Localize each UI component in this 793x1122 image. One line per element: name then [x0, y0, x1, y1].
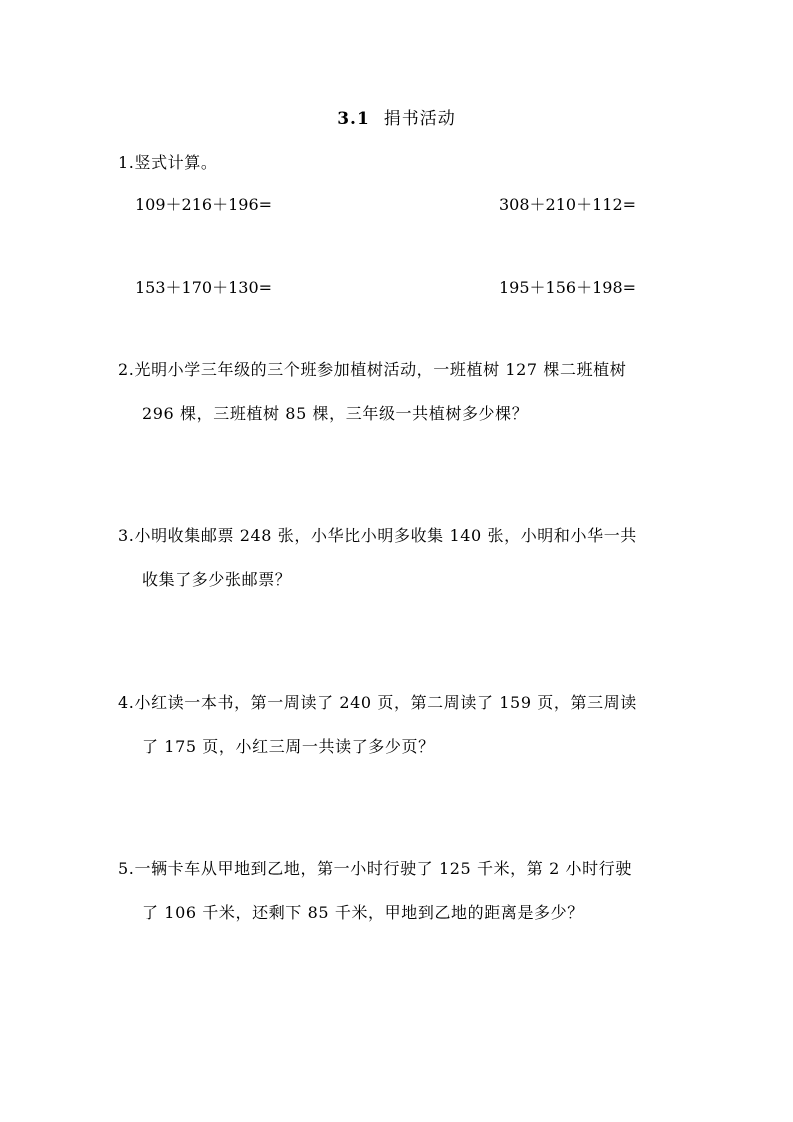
calc-4: 195＋156＋198= [499, 278, 637, 297]
calc-3: 153＋170＋130= [135, 278, 273, 297]
question-2-line-1: 2.光明小学三年级的三个班参加植树活动，一班植树 127 棵二班植树 [118, 360, 627, 379]
question-5-line-1: 5.一辆卡车从甲地到乙地，第一小时行驶了 125 千米，第 2 小时行驶 [118, 859, 632, 878]
question-4-line-2: 了 175 页，小红三周一共读了多少页？ [142, 737, 435, 756]
question-1-heading: 1.竖式计算。 [118, 153, 218, 172]
calc-2: 308＋210＋112= [499, 195, 637, 214]
lesson-name: 捐书活动 [383, 109, 456, 129]
question-3-line-1: 3.小明收集邮票 248 张，小华比小明多收集 140 张，小明和小华一共 [118, 526, 637, 545]
lesson-number: 3.1 [337, 109, 370, 129]
question-2-line-2: 296 棵，三班植树 85 棵，三年级一共植树多少棵？ [142, 404, 529, 423]
calc-1: 109＋216＋196= [135, 195, 273, 214]
question-4-line-1: 4.小红读一本书，第一周读了 240 页，第二周读了 159 页，第三周读 [118, 693, 637, 712]
page-title [0, 104, 793, 129]
question-5-line-2: 了 106 千米，还剩下 85 千米，甲地到乙地的距离是多少？ [142, 903, 584, 922]
question-3-line-2: 收集了多少张邮票？ [142, 570, 292, 589]
